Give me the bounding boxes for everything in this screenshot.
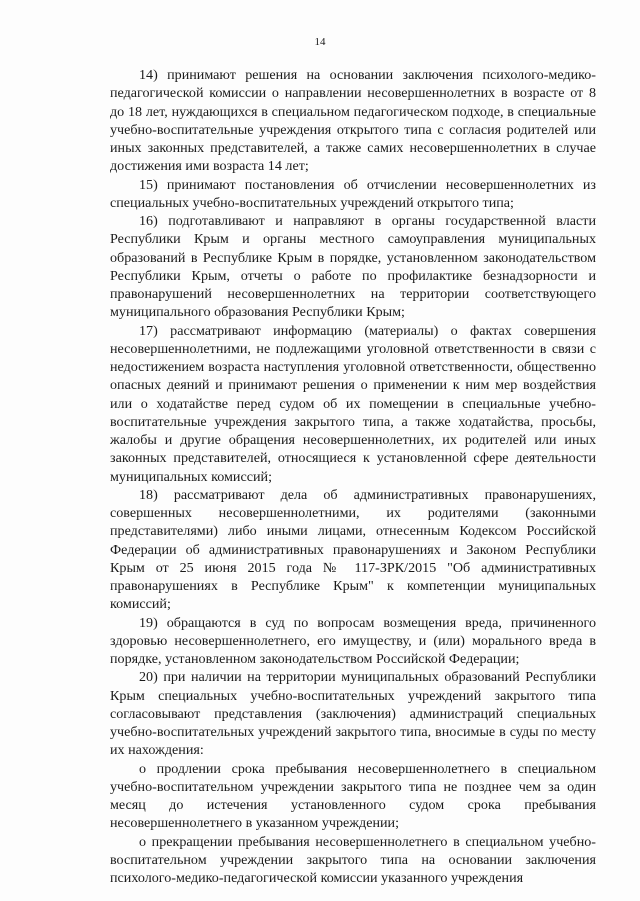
- page-number: 14: [314, 36, 326, 48]
- paragraph-item-20: 20) при наличии на территории муниципальных образований Республики Крым специальных учебно-воспитательных учреждений закрытого типа согласовывают представления (заключения) администраций специальных учебно-воспитательных учреждений закрытого типа, вносимые в суды по месту их нахождения:: [110, 669, 596, 759]
- paragraph-item-16: 16) подготавливают и направляют в органы государственной власти Республики Крым и органы местного самоуправления муниципальных образований в Республике Крым в порядке, установленном законодательством Республики Крым, отчеты о работе по профилактике безнадзорности и правонарушений несовершеннолетних на территории соответствующего муниципального образования Республики Крым;: [110, 213, 596, 321]
- paragraph-subitem-termination: о прекращении пребывания несовершеннолетнего в специальном учебно-воспитательном учреждении закрытого типа на основании заключения психолого-медико-педагогической комиссии указанного учреждения: [110, 833, 596, 886]
- paragraph-item-17: 17) рассматривают информацию (материалы) о фактах совершения несовершеннолетними, не подлежащими уголовной ответственности в связи с недостижением возраста наступления уголовной ответственности, общественно опасных деяний и принимают решения о применении к ним мер воздействия или о ходатайстве перед судом об их помещении в специальные учебно-воспитательные учреждения закрытого типа, а также ходатайства, просьбы, жалобы и другие обращения несовершеннолетних, их родителей или иных законных представителей, относящиеся к установленной сфере деятельности муниципальных комиссий;: [110, 322, 596, 485]
- document-body: [110, 66, 596, 887]
- paragraph-subitem-extension: о продлении срока пребывания несовершеннолетнего в специальном учебно-воспитательном учреждении закрытого типа не позднее чем за один месяц до истечения установленного судом срока пребывания несовершеннолетнего в указанном учреждении;: [110, 760, 596, 832]
- paragraph-item-14: 14) принимают решения на основании заключения психолого-медико-педагогической комиссии о направлении несовершеннолетних в возрасте от 8 до 18 лет, нуждающихся в специальном педагогическом подходе, в специальные учебно-воспитательные учреждения открытого типа с согласия родителей или иных законных представителей, а также самих несовершеннолетних в случае достижения ими возраста 14 лет;: [110, 67, 596, 175]
- paragraph-item-19: 19) обращаются в суд по вопросам возмещения вреда, причиненного здоровью несовершеннолетнего, его имуществу, и (или) морального вреда в порядке, установленном законодательством Российской Федерации;: [110, 614, 596, 667]
- paragraph-item-18: 18) рассматривают дела об административных правонарушениях, совершенных несовершеннолетними, их родителями (законными представителями) либо иными лицами, отнесенным Кодексом Российской Федерации об административных правонарушениях и Законом Республики Крым от 25 июня 2015 года № 117-ЗРК/2015 "Об административных правонарушениях в Республике Крым" к компетенции муниципальных комиссий;: [110, 486, 596, 613]
- paragraph-item-15: 15) принимают постановления об отчислении несовершеннолетних из специальных учебно-воспитательных учреждений открытого типа;: [110, 176, 596, 211]
